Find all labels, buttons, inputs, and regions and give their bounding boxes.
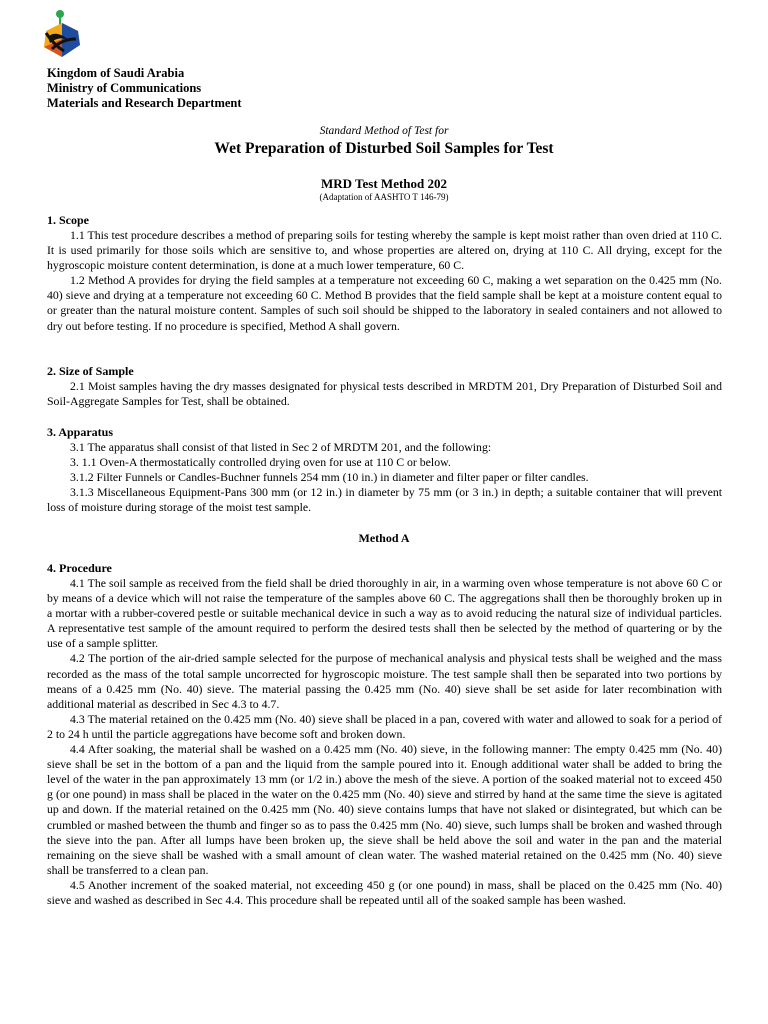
section-apparatus [47,425,722,515]
org-line-ministry: Ministry of Communications [47,81,202,95]
paragraph: 3.1.3 Miscellaneous Equipment-Pans 300 mm (or 12 in.) in diameter by 75 mm (or 3 in.) in depth; a suitable container that will prevent loss of moisture during storage of the moist test sample. [47,485,722,515]
paragraph: 3. 1.1 Oven-A thermostatically controlled drying oven for use at 110 C or below. [70,455,451,470]
paragraph: 4.5 Another increment of the soaked material, not exceeding 450 g (or one pound) in mass, shall be placed on the 0.425 mm (No. 40) sieve and washed as described in Sec 4.4. This procedure shall be repeated until all of the soaked sample has been washed. [47,877,722,907]
paragraph: 4.1 The soil sample as received from the field shall be dried thoroughly in air, in a warming oven whose temperature is not above 60 C or by means of a device which will not raise the temperature of the samples above 60 C. The aggregations shall then be thoroughly broken up in a mortar with a rubber-covered pestle or suitable mechanical device in such a way as to avoid reducing the natural size of individual particles. A representative test sample of the amount required to perform the desired tests shall then be selected by the method of quartering or by the use of a sample splitter. [47,576,722,651]
org-line-kingdom: Kingdom of Saudi Arabia [47,66,185,80]
paragraph: 3.1.2 Filter Funnels or Candles-Buchner funnels 254 mm (10 in.) in diameter and filter paper or filter candles. [70,470,589,485]
paragraph: 2.1 Moist samples having the dry masses designated for physical tests described in MRDTM 201, Dry Preparation of Disturbed Soil and Soil-Aggregate Samples for Test, shall be obtained. [47,379,722,409]
adaptation-note: (Adaptation of AASHTO T 146-79) [319,192,449,202]
standard-label: Standard Method of Test for [319,125,449,137]
paragraph: 4.3 The material retained on the 0.425 mm (No. 40) sieve shall be placed in a pan, covered with water and allowed to soak for a period of 2 to 24 h until the particle aggregations have become soft and broken down. [47,711,722,741]
paragraph: 3.1 The apparatus shall consist of that listed in Sec 2 of MRDTM 201, and the following: [70,440,492,454]
method-a-heading: Method A [358,531,410,545]
section-heading: 1. Scope [47,213,89,227]
document-title: Wet Preparation of Disturbed Soil Samples for Test [214,140,554,157]
section-heading: 4. Procedure [47,561,112,575]
section-scope [47,213,722,334]
organization-block [47,66,242,111]
paragraph: 1.2 Method A provides for drying the field samples at a temperature not exceeding 60 C, making a wet separation on the 0.425 mm (No. 40) sieve and drying at a temperature not exceeding 60 C. Method B provides that the field sample shall be kept at a moisture content equal to or greater than the natural moisture content. Samples of such soil should be shipped to the laboratory in sealed containers and not allowed to dry out before testing. If no procedure is specified, Method A shall govern. [47,273,722,333]
section-procedure [47,561,722,908]
paragraph: 1.1 This test procedure describes a method of preparing soils for testing whereby the sample is kept moist rather than oven dried at 110 C. It is used primarily for those soils which are sensitive to, and whose properties are altered on, drying at 110 C. All drying, except for the hygroscopic moisture content determination, is done at a much lower temperature, 60 C. [47,228,722,273]
paragraph: 4.4 After soaking, the material shall be washed on a 0.425 mm (No. 40) sieve, in the following manner: The empty 0.425 mm (No. 40) sieve shall be set in the bottom of a pan and the liquid from the sample poured into it. Enough additional water shall be added to bring the level of the water in the pan approximately 13 mm (or 1/2 in.) above the mesh of the sieve. A portion of the soaked material not to exceed 450 g (or one pound) in mass shall be placed in the water on the 0.425 mm (No. 40) sieve and stirred by hand at the same time the sieve is agitated up and down. If the material retained on the 0.425 mm (No. 40) sieve contains lumps that have not slaked or disintegrated, but which can be crumbled or mashed between the thumb and finger so as to pass the 0.425 mm (No. 40) sieve, such lumps shall be broken and washed through the sieve into the pan. After all lumps have been broken up, the sieve shall be held above the soil and water in the pan and the material remaining on the sieve shall be washed with a small amount of clean water. The washed material retained on the 0.425 mm (No. 40) sieve shall be transferred to a clean pan. [47,742,722,877]
section-heading: 3. Apparatus [47,425,114,439]
section-size-of-sample [47,364,722,409]
method-label: MRD Test Method 202 [320,176,448,191]
paragraph: 4.2 The portion of the air-dried sample selected for the purpose of mechanical analysis and physical tests shall be weighed and the mass recorded as the mass of the total sample uncorrected for hygroscopic moisture. The test sample shall then be separated into two portions by means of a 0.425 mm (No. 40) sieve. The material passing the 0.425 mm (No. 40) sieve shall be set aside for later recombination with additional material as described in Sec 4.3 to 4.7. [47,651,722,711]
org-line-department: Materials and Research Department [47,96,242,110]
ministry-logo-icon [40,9,84,61]
section-heading: 2. Size of Sample [47,364,134,378]
